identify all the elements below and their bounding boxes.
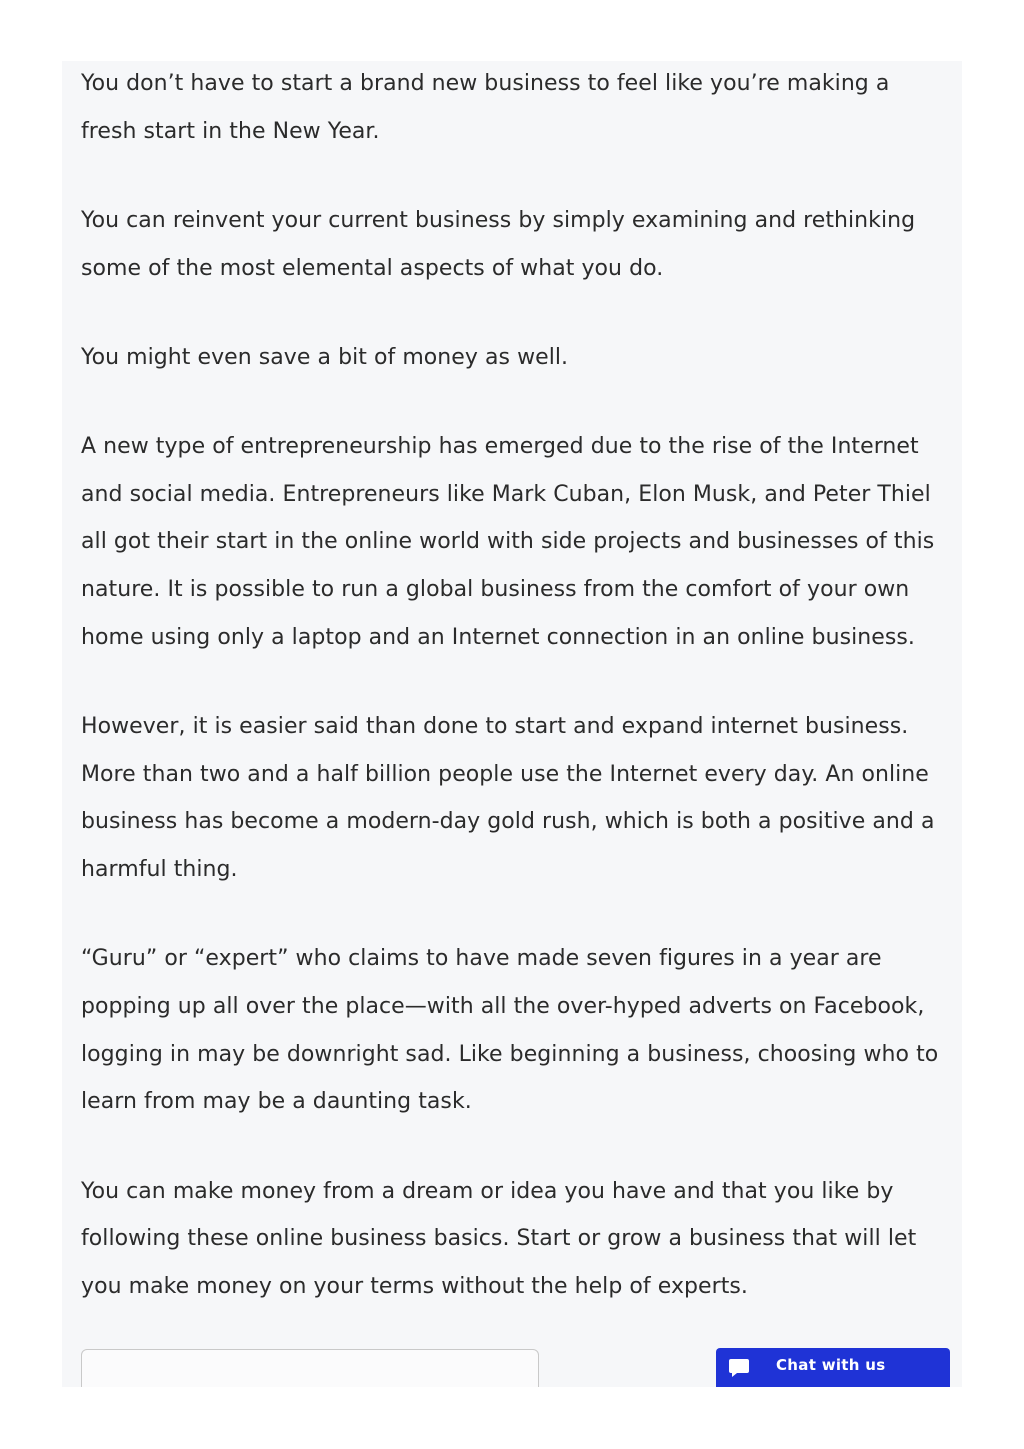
article-paragraph: However, it is easier said than done to start and expand internet business. More than two and a half billion people use the Internet every day. An online business has become a modern-day gold rush, which is both a positive and a harmful thing.: [81, 714, 935, 883]
article-paragraph: You don’t have to start a brand new business to feel like you’re making a fresh start in the New Year.: [81, 71, 890, 144]
embedded-content-box: [81, 1349, 539, 1387]
chat-button-label: Chat with us: [776, 1356, 886, 1374]
article-paragraph: “Guru” or “expert” who claims to have made seven figures in a year are popping up all over the place—with all the over-hyped adverts on Facebook, logging in may be downright sad. Like beginning a business, choosing who to learn from may be a daunting task.: [81, 946, 939, 1115]
chat-bubble-icon: [728, 1357, 750, 1379]
chat-with-us-button[interactable]: [716, 1348, 950, 1387]
article-paragraph: You can make money from a dream or idea you have and that you like by following these online business basics. Start or grow a business that will let you make money on your terms without the help of experts.: [81, 1178, 917, 1300]
article-panel: [62, 61, 962, 1387]
article-paragraph: You might even save a bit of money as well.: [81, 344, 569, 370]
article-paragraph: You can reinvent your current business by simply examining and rethinking some of the most elemental aspects of what you do.: [81, 207, 916, 281]
article-body: [62, 61, 962, 1311]
article-paragraph: A new type of entrepreneurship has emerged due to the rise of the Internet and social media. Entrepreneurs like Mark Cuban, Elon Musk, and Peter Thiel all got their start in the online world with side projects and businesses of this nature. It is possible to run a global business from the comfort of your own home using only a laptop and an Internet connection in an online business.: [81, 434, 935, 650]
